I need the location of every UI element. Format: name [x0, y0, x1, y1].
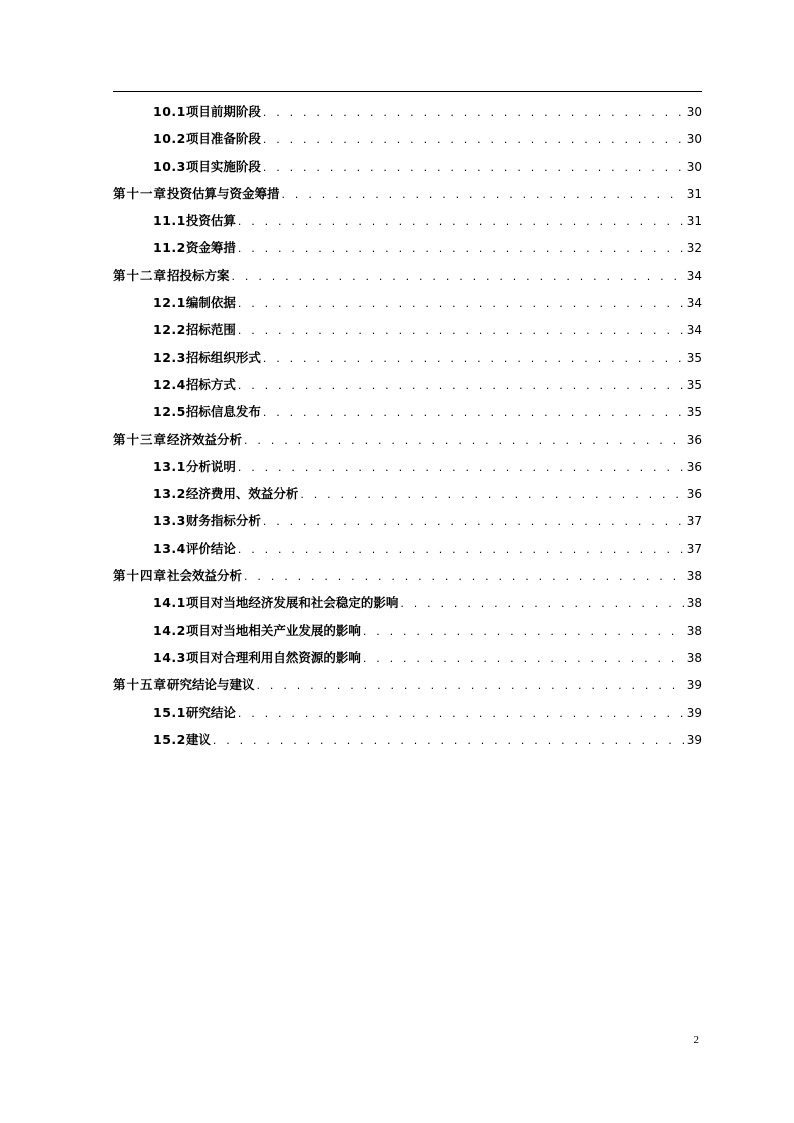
toc-chapter-entry[interactable] — [113, 266, 702, 293]
table-of-contents — [113, 102, 702, 757]
toc-entry-title: 项目前期阶段 — [185, 104, 261, 119]
toc-section-entry[interactable] — [113, 484, 702, 511]
dot-leader — [238, 215, 684, 228]
toc-entry-page: 34 — [686, 296, 702, 311]
toc-entry-page: 34 — [686, 323, 702, 338]
toc-section-entry[interactable] — [113, 238, 702, 265]
toc-chapter-entry[interactable] — [113, 184, 702, 211]
toc-entry-number: 13.2 — [153, 486, 186, 502]
toc-section-entry[interactable] — [113, 348, 702, 375]
toc-entry-number: 12.4 — [153, 376, 186, 392]
toc-entry-page: 32 — [686, 241, 702, 256]
toc-section-entry[interactable] — [113, 511, 702, 538]
toc-entry-title: 财务指标分析 — [185, 513, 261, 529]
dot-leader — [282, 188, 684, 201]
toc-section-entry[interactable] — [113, 621, 702, 648]
dot-leader — [263, 161, 684, 174]
toc-entry-page: 36 — [686, 459, 702, 474]
dot-leader — [213, 734, 684, 747]
toc-entry-number: 10.1 — [153, 104, 186, 119]
dot-leader — [238, 297, 684, 310]
toc-section-entry[interactable] — [113, 157, 702, 184]
toc-entry-page: 37 — [686, 541, 702, 556]
toc-entry-title: 研究结论 — [185, 704, 236, 720]
toc-entry-page: 30 — [686, 159, 702, 174]
toc-entry-title: 社会效益分析 — [167, 568, 243, 584]
toc-entry-number: 第十四章 — [113, 568, 168, 584]
dot-leader — [400, 597, 683, 610]
dot-leader — [244, 434, 684, 447]
dot-leader — [238, 707, 684, 720]
toc-entry-page: 39 — [686, 732, 702, 747]
toc-entry-page: 31 — [686, 214, 702, 229]
toc-entry-title: 研究结论与建议 — [167, 677, 255, 693]
toc-entry-number: 14.1 — [153, 595, 186, 611]
toc-entry-number: 14.3 — [153, 649, 186, 665]
toc-entry-page: 30 — [686, 132, 702, 147]
toc-section-entry[interactable] — [113, 648, 702, 675]
toc-entry-number: 15.1 — [153, 704, 186, 720]
toc-entry-page: 38 — [686, 650, 702, 665]
dot-leader — [257, 679, 684, 692]
toc-entry-number: 第十一章 — [113, 185, 168, 201]
dot-leader — [263, 406, 684, 419]
dot-leader — [300, 488, 683, 501]
toc-entry-title: 投资估算 — [185, 213, 236, 229]
toc-chapter-entry[interactable] — [113, 566, 702, 593]
toc-entry-number: 13.3 — [153, 513, 186, 529]
toc-section-entry[interactable] — [113, 129, 702, 156]
toc-entry-title: 经济效益分析 — [167, 431, 243, 447]
toc-entry-page: 36 — [686, 487, 702, 502]
toc-section-entry[interactable] — [113, 211, 702, 238]
toc-entry-title: 投资估算与资金筹措 — [167, 185, 280, 201]
dot-leader — [238, 379, 684, 392]
toc-section-entry[interactable] — [113, 293, 702, 320]
toc-entry-title: 建议 — [185, 731, 211, 747]
toc-entry-page: 35 — [686, 377, 702, 392]
toc-entry-title: 资金筹措 — [185, 240, 236, 256]
toc-entry-number: 12.3 — [153, 349, 186, 365]
dot-leader — [238, 543, 684, 556]
toc-chapter-entry[interactable] — [113, 675, 702, 702]
toc-entry-number: 11.1 — [153, 213, 186, 229]
toc-section-entry[interactable] — [113, 375, 702, 402]
toc-entry-number: 第十五章 — [113, 677, 168, 693]
dot-leader — [263, 352, 684, 365]
toc-section-entry[interactable] — [113, 320, 702, 347]
toc-section-entry[interactable] — [113, 593, 702, 620]
toc-chapter-entry[interactable] — [113, 430, 702, 457]
page-number: 2 — [693, 1034, 699, 1046]
toc-entry-page: 38 — [686, 596, 702, 611]
toc-entry-page: 31 — [686, 186, 702, 201]
toc-entry-number: 15.2 — [153, 731, 186, 747]
dot-leader — [263, 133, 684, 146]
dot-leader — [263, 106, 684, 119]
toc-entry-title: 招投标方案 — [167, 267, 230, 283]
dot-leader — [238, 461, 684, 474]
toc-entry-number: 12.2 — [153, 322, 186, 338]
toc-entry-number: 10.2 — [153, 131, 186, 147]
toc-section-entry[interactable] — [113, 703, 702, 730]
toc-section-entry[interactable] — [113, 539, 702, 566]
toc-entry-title: 招标方式 — [185, 376, 236, 392]
toc-entry-page: 37 — [686, 514, 702, 529]
toc-entry-title: 招标组织形式 — [185, 349, 261, 365]
toc-entry-number: 14.2 — [153, 622, 186, 638]
toc-entry-page: 39 — [686, 705, 702, 720]
toc-entry-title: 经济费用、效益分析 — [185, 486, 299, 502]
dot-leader — [363, 625, 684, 638]
toc-entry-page: 38 — [686, 623, 702, 638]
toc-entry-number: 12.5 — [153, 404, 186, 420]
toc-entry-page: 35 — [686, 350, 702, 365]
dot-leader — [232, 270, 684, 283]
toc-entry-page: 35 — [686, 405, 702, 420]
toc-entry-page: 39 — [686, 678, 702, 693]
toc-entry-title: 项目对当地经济发展和社会稳定的影响 — [185, 595, 399, 611]
dot-leader — [244, 570, 684, 583]
dot-leader — [238, 324, 684, 337]
toc-entry-title: 项目对合理利用自然资源的影响 — [185, 649, 361, 665]
header-rule — [113, 91, 702, 92]
toc-entry-title: 招标信息发布 — [185, 404, 261, 420]
toc-entry-page: 34 — [686, 268, 702, 283]
toc-entry-number: 13.4 — [153, 540, 186, 556]
toc-entry-number: 11.2 — [153, 240, 186, 256]
dot-leader — [263, 515, 684, 528]
toc-section-entry[interactable] — [113, 457, 702, 484]
toc-entry-page: 30 — [686, 105, 702, 119]
toc-entry-page: 36 — [686, 432, 702, 447]
toc-entry-number: 第十三章 — [113, 431, 168, 447]
toc-section-entry[interactable] — [113, 730, 702, 757]
toc-entry-number: 10.3 — [153, 158, 186, 174]
toc-entry-number: 12.1 — [153, 295, 186, 311]
toc-entry-page: 38 — [686, 569, 702, 584]
toc-entry-title: 项目准备阶段 — [185, 131, 261, 147]
toc-section-entry[interactable] — [113, 102, 702, 129]
toc-entry-title: 编制依据 — [185, 295, 236, 311]
dot-leader — [238, 242, 684, 255]
toc-entry-title: 项目实施阶段 — [185, 158, 261, 174]
toc-entry-title: 项目对当地相关产业发展的影响 — [185, 622, 361, 638]
toc-entry-title: 分析说明 — [185, 458, 236, 474]
toc-entry-number: 第十二章 — [113, 267, 168, 283]
dot-leader — [363, 652, 684, 665]
toc-entry-title: 评价结论 — [185, 540, 236, 556]
toc-section-entry[interactable] — [113, 402, 702, 429]
toc-entry-number: 13.1 — [153, 458, 186, 474]
toc-entry-title: 招标范围 — [185, 322, 236, 338]
